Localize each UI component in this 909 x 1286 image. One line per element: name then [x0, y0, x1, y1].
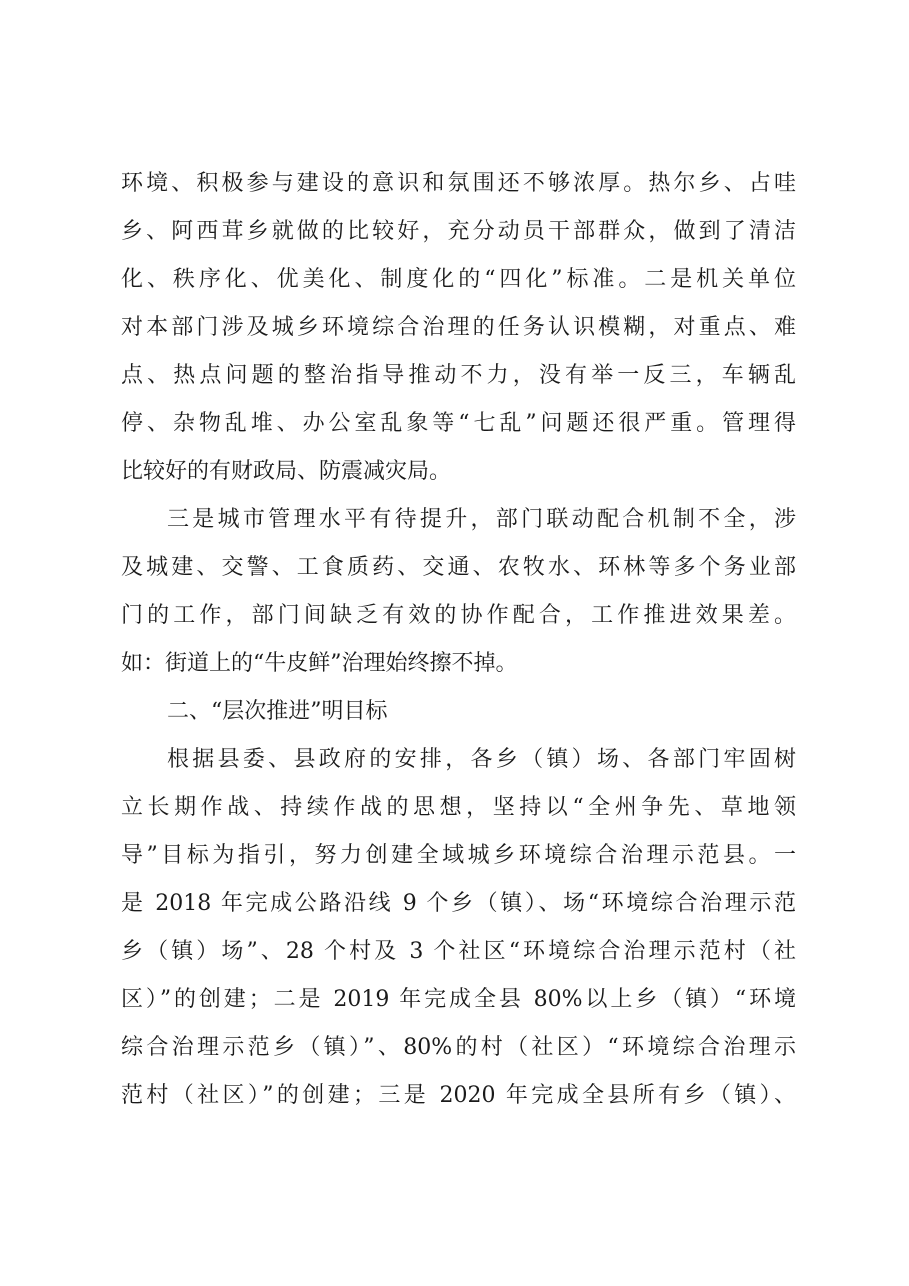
text-line: 点、热点问题的整治指导推动不力，没有举一反三，车辆乱 — [121, 363, 796, 388]
text-line: 导”目标为指引，努力创建全域城乡环境综合治理示范县。一 — [121, 843, 796, 868]
text-line: 乡、阿西茸乡就做的比较好，充分动员干部群众，做到了清洁 — [121, 219, 796, 244]
text-line: 范村（社区）”的创建；三是 2020 年完成全县所有乡（镇）、 — [121, 1083, 796, 1108]
text-line: 门的工作，部门间缺乏有效的协作配合，工作推进效果差。 — [121, 603, 796, 628]
text-line: 立长期作战、持续作战的思想，坚持以“全州争先、草地领 — [121, 795, 796, 820]
paragraph-goals — [121, 736, 796, 1120]
text-line: 乡（镇）场”、28 个村及 3 个社区“环境综合治理示范村（社 — [121, 939, 796, 964]
text-line: 是 2018 年完成公路沿线 9 个乡（镇）、场“环境综合治理示范 — [121, 891, 796, 916]
text-line: 及城建、交警、工食质药、交通、农牧水、环林等多个务业部 — [121, 555, 796, 580]
text-line: 如：街道上的“牛皮鲜”治理始终擦不掉。 — [121, 651, 518, 676]
section-heading-text: 二、“层次推进”明目标 — [167, 699, 388, 724]
text-line: 根据县委、县政府的安排，各乡（镇）场、各部门牢固树 — [167, 747, 796, 772]
paragraph-city-management — [121, 496, 796, 688]
document-body — [121, 160, 796, 1120]
text-line: 化、秩序化、优美化、制度化的“四化”标准。二是机关单位 — [121, 267, 796, 292]
text-line: 区）”的创建；二是 2019 年完成全县 80%以上乡（镇）“环境 — [121, 987, 796, 1012]
text-line: 对本部门涉及城乡环境综合治理的任务认识模糊，对重点、难 — [121, 315, 796, 340]
section-heading — [121, 688, 796, 736]
text-line: 三是城市管理水平有待提升，部门联动配合机制不全，涉 — [167, 507, 796, 532]
text-line: 环境、积极参与建设的意识和氛围还不够浓厚。热尔乡、占哇 — [121, 171, 796, 196]
text-line: 停、杂物乱堆、办公室乱象等“七乱”问题还很严重。管理得 — [121, 411, 796, 436]
paragraph-continuation — [121, 160, 796, 496]
text-line: 综合治理示范乡（镇）”、80%的村（社区）“环境综合治理示 — [121, 1035, 796, 1060]
text-line: 比较好的有财政局、防震减灾局。 — [121, 459, 452, 484]
